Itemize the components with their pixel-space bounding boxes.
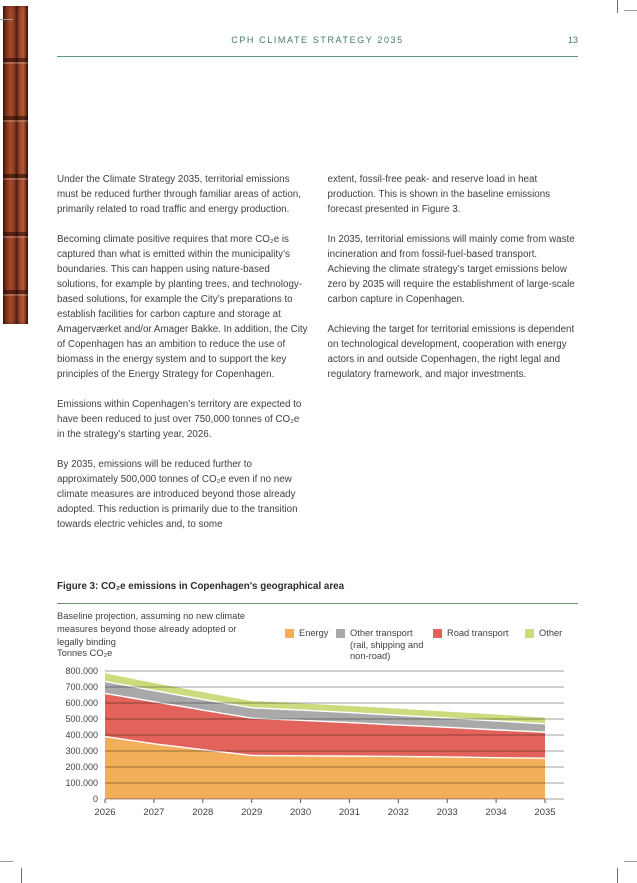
svg-text:2031: 2031 <box>338 807 361 818</box>
svg-text:2034: 2034 <box>485 807 507 818</box>
body-columns <box>57 172 578 547</box>
svg-text:2028: 2028 <box>192 807 214 818</box>
svg-text:800.000: 800.000 <box>65 666 98 676</box>
legend-item-other-transport <box>336 628 430 663</box>
svg-text:100.000: 100.000 <box>65 778 98 788</box>
crop-mark-bottom-left-v <box>21 868 22 883</box>
svg-text:700.000: 700.000 <box>65 682 98 692</box>
emissions-area-chart-svg <box>57 660 578 825</box>
crop-mark-top-left <box>0 19 13 20</box>
page-header-title: CPH CLIMATE STRATEGY 2035 <box>231 35 404 45</box>
legend-label-sub: (rail, shipping and non-road) <box>350 639 424 661</box>
legend-label: Road transport <box>447 628 509 638</box>
svg-text:500.000: 500.000 <box>65 714 98 724</box>
legend-label: Other <box>539 628 563 638</box>
svg-text:2032: 2032 <box>387 807 409 818</box>
svg-text:2035: 2035 <box>534 807 556 818</box>
crop-mark-bottom-right-v <box>617 868 618 883</box>
svg-text:200.000: 200.000 <box>65 762 98 772</box>
paragraph: By 2035, emissions will be reduced further to approximately 500,000 tonnes of CO₂e even if no new climate measures are introduced beyond those already adopted. This reduction is primarily due to the transition towards electric vehicles and, to some <box>57 459 298 530</box>
bamboo-photo <box>3 6 28 324</box>
svg-text:2029: 2029 <box>241 807 263 818</box>
paragraph: In 2035, territorial emissions will mainly come from waste incineration and from fossil-fuel-based transport. Achieving the climate strategy’s target emissions below zero by 2035 will require the establishment of large-scale carbon capture in Copenhagen. <box>327 234 575 305</box>
legend-swatch-other <box>525 629 534 638</box>
legend-label-main: Other transport <box>350 628 413 638</box>
svg-text:0: 0 <box>92 794 98 804</box>
crop-mark-bottom-right-h <box>624 861 637 862</box>
figure-title: Figure 3: CO₂e emissions in Copenhagen's geographical area <box>57 581 345 592</box>
legend-label: Energy <box>299 628 329 638</box>
legend-label <box>350 628 430 663</box>
legend-swatch-other-transport <box>336 629 345 638</box>
svg-text:2026: 2026 <box>94 807 116 818</box>
svg-text:2030: 2030 <box>289 807 312 818</box>
header-rule <box>57 56 578 57</box>
legend-item-road-transport <box>433 628 509 640</box>
right-column <box>328 172 579 547</box>
figure-subtitle: Baseline projection, assuming no new climate measures beyond those already adopted or legally binding <box>57 611 246 647</box>
svg-text:300.000: 300.000 <box>65 746 98 756</box>
emissions-area-chart <box>57 660 578 825</box>
paragraph: extent, fossil-free peak- and reserve load in heat production. This is shown in the baseline emissions forecast presented in Figure 3. <box>327 174 551 215</box>
svg-text:2027: 2027 <box>143 807 165 818</box>
crop-mark-top-right-v <box>617 0 618 13</box>
svg-text:400.000: 400.000 <box>65 730 98 740</box>
legend-swatch-road-transport <box>433 629 442 638</box>
page-number: 13 <box>567 35 578 45</box>
paragraph: Under the Climate Strategy 2035, territorial emissions must be reduced further through familiar areas of action, primarily related to road traffic and energy production. <box>57 174 301 215</box>
legend-swatch-energy <box>285 629 294 638</box>
legend-item-energy <box>285 628 328 640</box>
crop-mark-top-right-h <box>624 10 637 11</box>
paragraph: Becoming climate positive requires that more CO₂e is captured than what is emitted within the municipality’s boundaries. This can happen using nature-based solutions, for example by planting trees, and technology-based solutions, for example the City’s preparations to establish facilities for carbon capture and storage at Amagerværket and/or Amager Bakke. In addition, the City of Copenhagen has an ambition to reduce the use of biomass in the energy system and to support the key principles of the Energy Strategy for Copenhagen. <box>57 234 308 380</box>
crop-mark-bottom-left-h <box>0 861 13 862</box>
svg-text:600.000: 600.000 <box>65 698 98 708</box>
svg-text:2033: 2033 <box>436 807 458 818</box>
paragraph: Achieving the target for territorial emissions is dependent on technological development, cooperation with energy actors in and outside Copenhagen, the right legal and regulatory framework, and major investments. <box>327 324 575 380</box>
y-axis-unit-label: Tonnes CO₂e <box>57 648 113 658</box>
figure-rule <box>57 603 578 604</box>
legend-item-other <box>525 628 562 640</box>
paragraph: Emissions within Copenhagen’s territory are expected to have been reduced to just over 750,000 tonnes of CO₂e in the strategy’s starting year, 2026. <box>57 399 302 440</box>
left-column <box>57 172 308 547</box>
